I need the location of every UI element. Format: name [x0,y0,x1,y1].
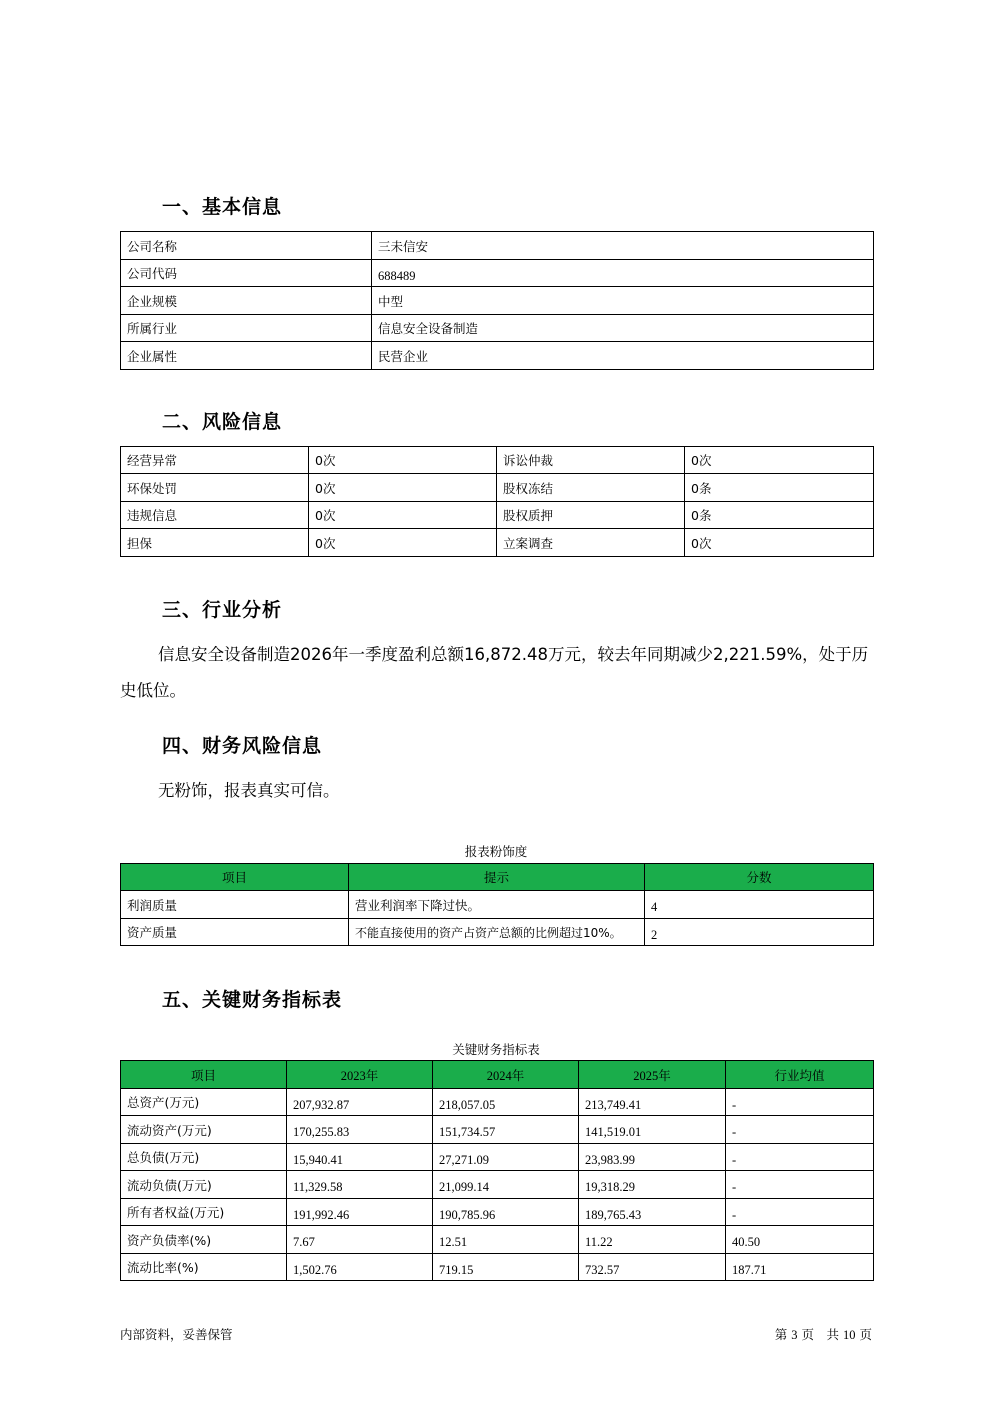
risk-label: 经营异常 [121,447,309,474]
section-title-industry-analysis: 三、行业分析 [162,599,283,621]
basic-label: 公司名称 [121,232,372,260]
value-cell: 151,734.57 [433,1116,579,1144]
column-header: 提示 [349,864,645,891]
table-row [121,919,874,946]
item-cell: 所有者权益(万元) [121,1199,287,1226]
industry-average-cell: 187.71 [726,1254,874,1281]
table-row [121,1199,874,1226]
item-cell: 总资产(万元) [121,1089,287,1116]
column-header: 行业均值 [726,1061,874,1089]
value-cell: 23,983.99 [579,1144,726,1171]
industry-average-cell: - [726,1116,874,1144]
score-cell: 4 [645,891,874,919]
value-cell: 213,749.41 [579,1089,726,1116]
item-cell: 利润质量 [121,891,349,919]
risk-value: 0条 [685,502,874,529]
current-page: 3 [791,1328,798,1342]
item-cell: 流动负债(万元) [121,1171,287,1199]
industry-average-cell: 40.50 [726,1226,874,1254]
basic-label: 企业规模 [121,287,372,315]
industry-average-cell: - [726,1089,874,1116]
table-row [121,1116,874,1144]
footer-confidential-note: 内部资料，妥善保管 [120,1327,233,1342]
risk-label: 担保 [121,529,309,557]
value-cell: 19,318.29 [579,1171,726,1199]
risk-value: 0次 [309,474,497,502]
table-row [121,1144,874,1171]
value-cell: 7.67 [287,1226,433,1254]
basic-value: 信息安全设备制造 [372,315,874,342]
section-title-financial-risk: 四、财务风险信息 [162,735,323,757]
basic-value: 中型 [372,287,874,315]
value-cell: 15,940.41 [287,1144,433,1171]
value-cell: 12.51 [433,1226,579,1254]
basic-label: 企业属性 [121,342,372,370]
basic-value: 民营企业 [372,342,874,370]
item-cell: 流动比率(%) [121,1254,287,1281]
risk-label: 立案调查 [497,529,685,557]
column-header: 2023年 [287,1061,433,1089]
risk-value: 0次 [309,447,497,474]
value-cell: 218,057.05 [433,1089,579,1116]
industry-average-cell: - [726,1199,874,1226]
value-cell: 189,765.43 [579,1199,726,1226]
risk-value: 0次 [685,529,874,557]
key-financial-table [120,1060,874,1281]
page-suffix: 页 [859,1327,872,1342]
value-cell: 11,329.58 [287,1171,433,1199]
column-header: 2025年 [579,1061,726,1089]
section-title-risk-info: 二、风险信息 [162,411,283,433]
whitewash-table-caption: 报表粉饰度 [464,844,528,859]
risk-label: 环保处罚 [121,474,309,502]
page-mid: 页 共 [801,1327,840,1342]
value-cell: 207,932.87 [287,1089,433,1116]
value-cell: 191,992.46 [287,1199,433,1226]
value-cell: 11.22 [579,1226,726,1254]
value-cell: 141,519.01 [579,1116,726,1144]
table-row [121,1254,874,1281]
risk-value: 0次 [309,502,497,529]
value-cell: 719.15 [433,1254,579,1281]
item-cell: 资产负债率(%) [121,1226,287,1254]
value-cell: 21,099.14 [433,1171,579,1199]
risk-label: 诉讼仲裁 [497,447,685,474]
section-title-key-financial: 五、关键财务指标表 [162,989,343,1011]
whitewash-table [120,863,874,946]
column-header: 项目 [121,1061,287,1089]
page-prefix: 第 [774,1327,788,1342]
basic-label: 所属行业 [121,315,372,342]
section-title-basic-info: 一、基本信息 [162,196,283,218]
item-cell: 流动资产(万元) [121,1116,287,1144]
table-row [121,1089,874,1116]
table-row [121,1226,874,1254]
value-cell: 170,255.83 [287,1116,433,1144]
risk-label: 股权冻结 [497,474,685,502]
value-cell: 190,785.96 [433,1199,579,1226]
total-pages: 10 [843,1328,856,1342]
basic-value: 688489 [372,260,874,287]
basic-value: 三未信安 [372,232,874,260]
risk-info-table [120,446,874,557]
hint-cell: 不能直接使用的资产占资产总额的比例超过10%。 [349,919,645,946]
value-cell: 27,271.09 [433,1144,579,1171]
table-row [121,1171,874,1199]
column-header: 2024年 [433,1061,579,1089]
value-cell: 1,502.76 [287,1254,433,1281]
basic-info-table [120,231,874,370]
table-row [121,891,874,919]
industry-analysis-text: 信息安全设备制造2026年一季度盈利总额16,872.48万元，较去年同期减少2,221.59%，处于历史低位。 [120,645,869,700]
risk-value: 0条 [685,474,874,502]
risk-label: 违规信息 [121,502,309,529]
footer-page-number [775,1325,872,1343]
score-cell: 2 [645,919,874,946]
risk-value: 0次 [309,529,497,557]
basic-label: 公司代码 [121,260,372,287]
value-cell: 732.57 [579,1254,726,1281]
item-cell: 总负债(万元) [121,1144,287,1171]
financial-risk-text: 无粉饰，报表真实可信。 [158,781,340,800]
risk-value: 0次 [685,447,874,474]
industry-average-cell: - [726,1144,874,1171]
column-header: 项目 [121,864,349,891]
item-cell: 资产质量 [121,919,349,946]
risk-label: 股权质押 [497,502,685,529]
industry-average-cell: - [726,1171,874,1199]
column-header: 分数 [645,864,874,891]
key-financial-table-caption: 关键财务指标表 [452,1042,540,1057]
hint-cell: 营业利润率下降过快。 [349,891,645,919]
